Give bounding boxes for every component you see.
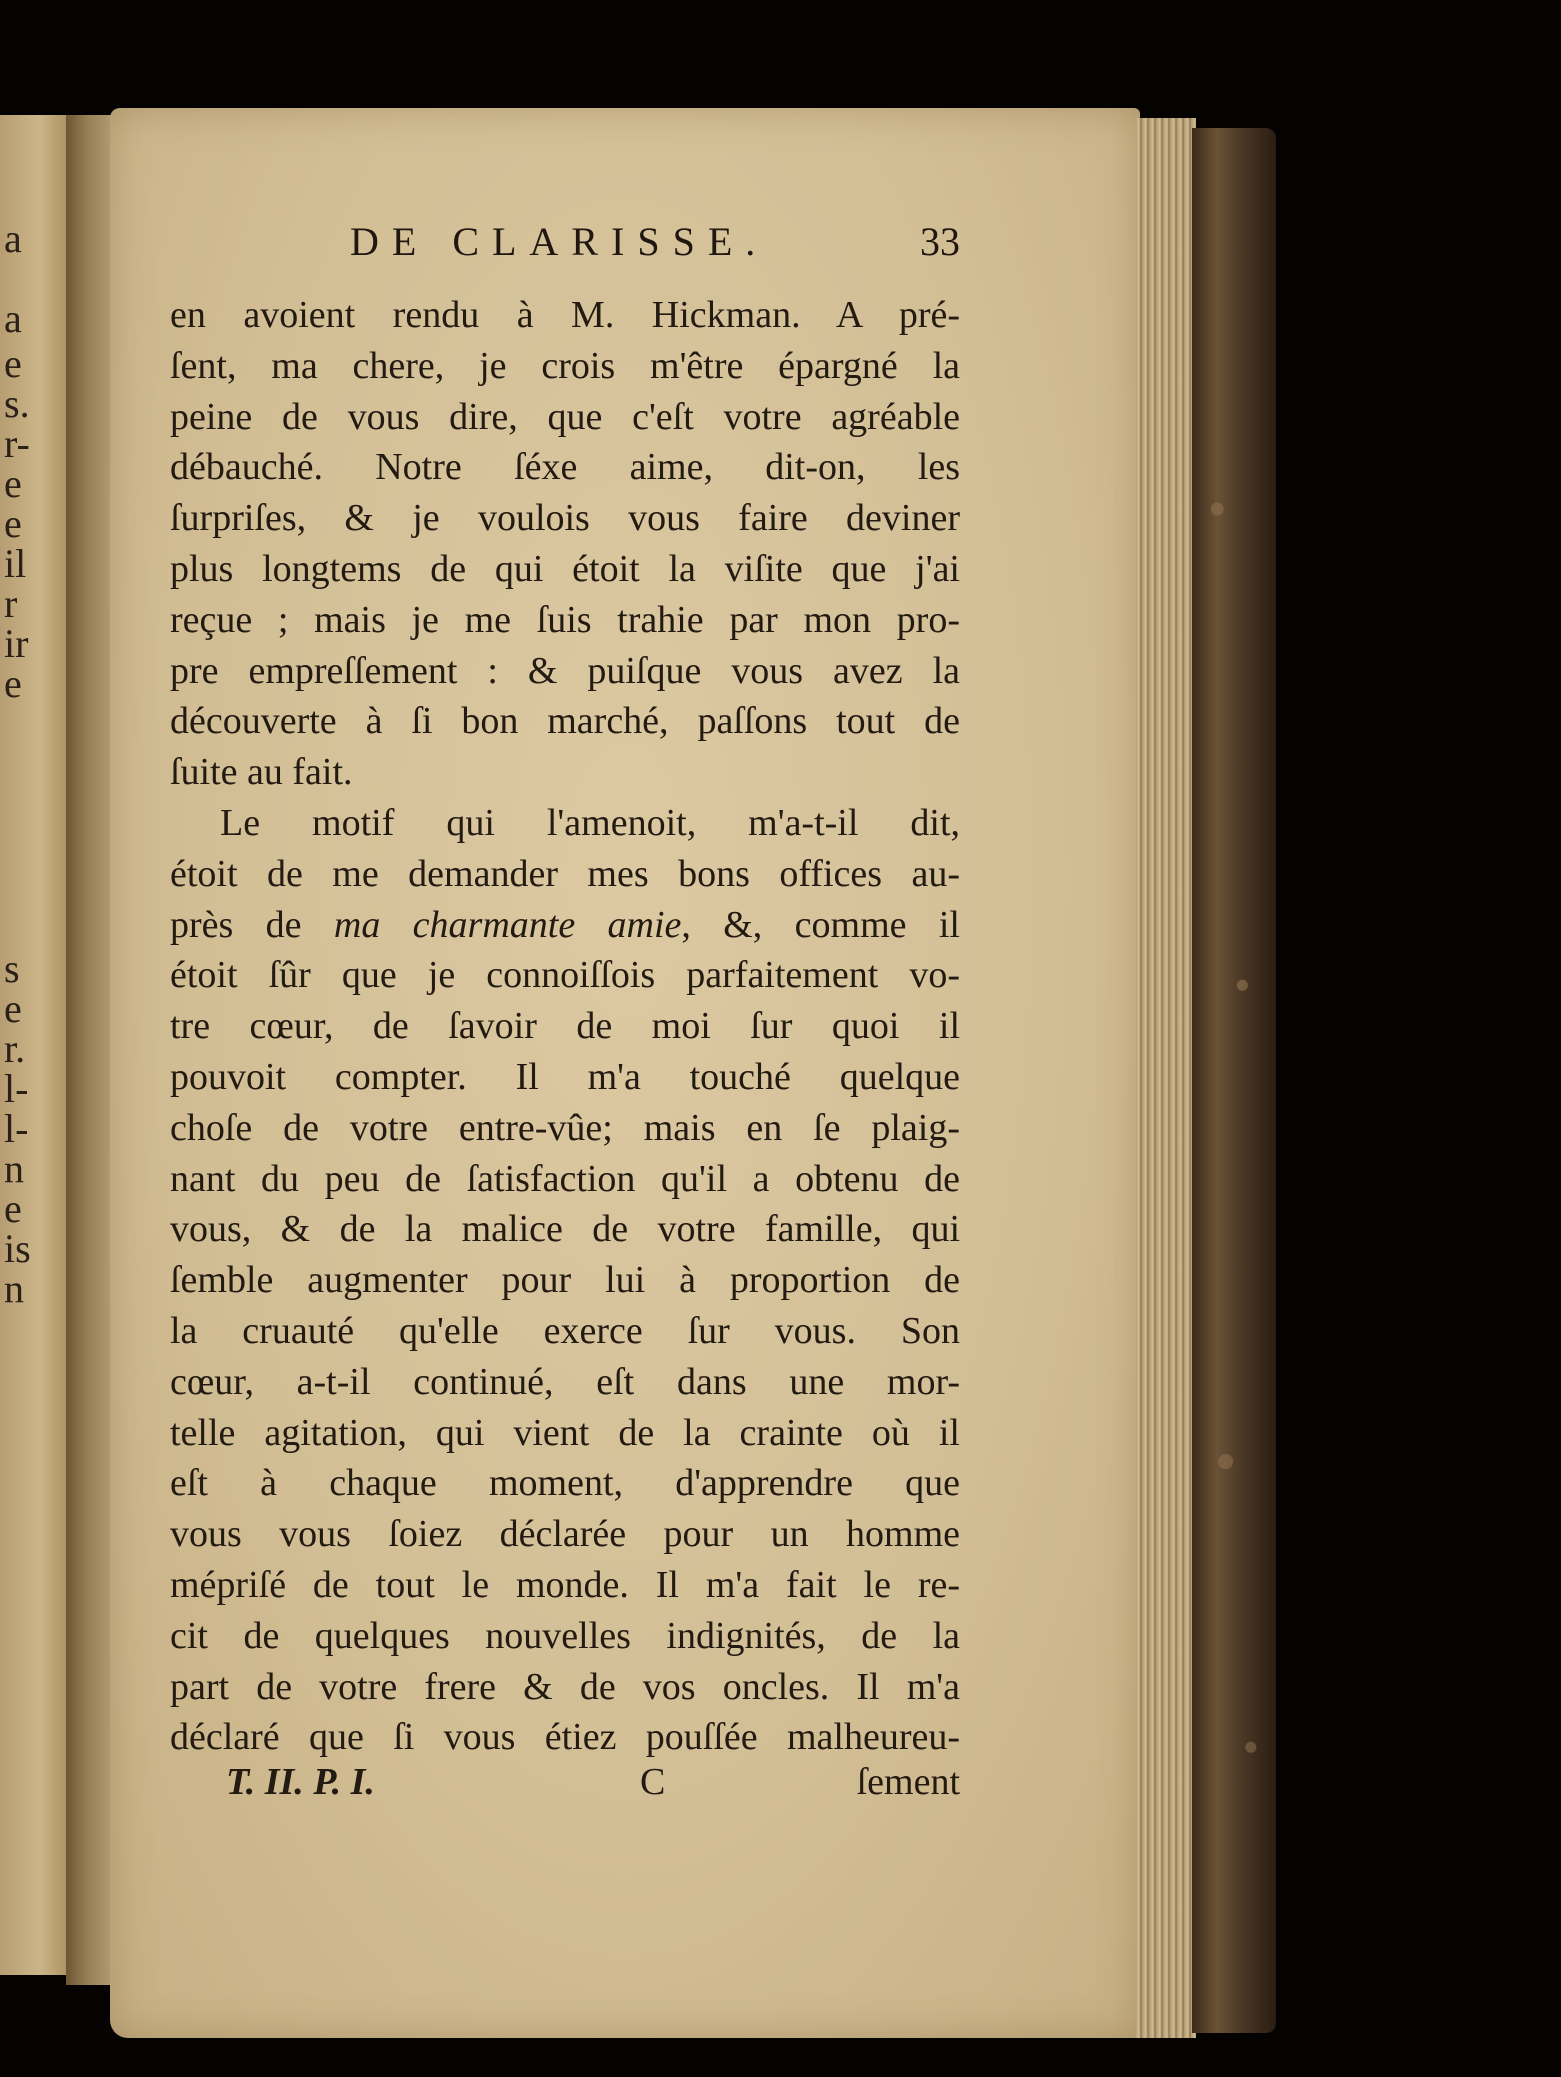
text-line: tre cœur, de ſavoir de moi ſur quoi il (170, 1005, 960, 1048)
facing-page-fragment: l- (4, 1066, 29, 1111)
italic-phrase: ma charmante amie (333, 903, 682, 946)
text-line: choſe de votre entre-vûe; mais en ſe plaig- (170, 1106, 960, 1149)
facing-page-fragment: e (4, 501, 22, 546)
running-head-title: DE CLARISSE. (350, 219, 769, 264)
facing-page-fragment: a (4, 216, 22, 261)
text-line: étoit ſûr que je connoiſſois parfaitement vo- (170, 954, 960, 997)
facing-page-fragment: r (4, 581, 18, 626)
text-line: étoit de me demander mes bons offices au- (170, 852, 960, 895)
facing-page-fragment: s. (4, 381, 30, 426)
text-line: eſt à chaque moment, d'apprendre que (170, 1462, 960, 1505)
text-line: débauché. Notre ſéxe aime, dit-on, les (170, 446, 960, 489)
text-line: ſemble augmenter pour lui à proportion de (170, 1259, 960, 1302)
facing-page-fragment: n (4, 1266, 24, 1311)
page-footer (170, 1760, 960, 1812)
text-line: telle agitation, qui vient de la crainte où il (170, 1411, 960, 1454)
book-cover-edge (1192, 128, 1276, 2033)
gathering-letter: C (640, 1761, 666, 1803)
facing-page-fragment: il (4, 541, 27, 586)
facing-page-fragment: r. (4, 1026, 26, 1071)
text-line: déclaré que ſi vous étiez pouſſée malheureu- (170, 1716, 960, 1759)
text-line: vous vous ſoiez déclarée pour un homme (170, 1513, 960, 1556)
facing-page-fragment: e (4, 341, 22, 386)
text-line: pre empreſſement : & puiſque vous avez la (170, 649, 960, 692)
text-line: ſent, ma chere, je crois m'être épargné la (170, 344, 960, 387)
text-line: mépriſé de tout le monde. Il m'a fait le re- (170, 1563, 960, 1606)
facing-page-fragment: l- (4, 1106, 29, 1151)
text-line: nant du peu de ſatisfaction qu'il a obtenu de (170, 1157, 960, 1200)
body-text (170, 290, 960, 1763)
text-line: reçue ; mais je me ſuis trahie par mon pro- (170, 598, 960, 641)
facing-page-fragment: is (4, 1226, 31, 1271)
signature-mark: T. II. P. I. (226, 1761, 375, 1803)
text-line: cit de quelques nouvelles indignités, de la (170, 1614, 960, 1657)
text-line: vous, & de la malice de votre famille, qui (170, 1208, 960, 1251)
text-line: ſuite au fait. (170, 751, 353, 794)
facing-page-fragment: e (4, 461, 22, 506)
facing-page-fragment: a (4, 296, 22, 341)
text-line: découverte à ſi bon marché, paſſons tout de (170, 700, 960, 743)
page-number: 33 (920, 219, 960, 264)
text-line: ſurpriſes, & je voulois vous faire deviner (170, 497, 960, 540)
facing-page-fragment: e (4, 661, 22, 706)
text-line: pouvoit compter. Il m'a touché quelque (170, 1055, 960, 1098)
text-line: en avoient rendu à M. Hickman. A pré- (170, 294, 960, 336)
text-line: cœur, a-t-il continué, eſt dans une mor- (170, 1360, 960, 1403)
facing-page-fragment: n (4, 1146, 24, 1191)
text-line (170, 900, 960, 951)
catchword: ſement (856, 1761, 960, 1803)
facing-page-fragment: r- (4, 421, 30, 466)
text-line: Le motif qui l'amenoit, m'a-t-il dit, (220, 801, 960, 844)
facing-page-fragment: ir (4, 621, 29, 666)
text-line: plus longtems de qui étoit la viſite que j'ai (170, 547, 960, 590)
page-fore-edge (1136, 118, 1196, 2038)
text-line: part de votre frere & de vos oncles. Il m'a (170, 1665, 960, 1708)
facing-page-fragment: e (4, 1186, 22, 1231)
text-line: la cruauté qu'elle exerce ſur vous. Son (170, 1309, 960, 1352)
text-segment: , &, comme il (681, 903, 960, 946)
running-head (350, 218, 960, 268)
facing-page-edge (0, 115, 72, 1975)
text-line: peine de vous dire, que c'eſt votre agréable (170, 395, 960, 438)
facing-page-fragment: s (4, 946, 20, 991)
text-segment: près de (170, 903, 334, 946)
facing-page-fragment: e (4, 986, 22, 1031)
